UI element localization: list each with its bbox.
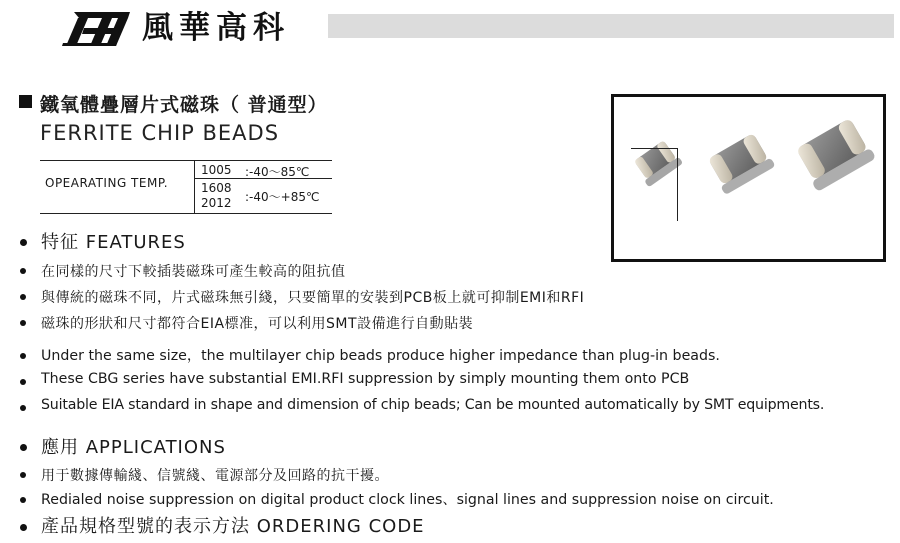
- table-divider: [194, 161, 195, 213]
- applications-heading: 應用 APPLICATIONS: [41, 437, 226, 458]
- bullet-dot: [20, 268, 26, 274]
- bullet-dot: [20, 379, 26, 385]
- bullet-dot: [20, 405, 26, 411]
- header-bar: [328, 14, 894, 38]
- application-en: Redialed noise suppression on digital product clock lines、signal lines and suppression noise on circuit.: [41, 492, 774, 508]
- square-marker: [19, 95, 32, 108]
- feature-cn-3: 磁珠的形狀和尺寸都符合EIA標准，可以利用SMT設備進行自動貼裝: [41, 316, 474, 332]
- bullet-dot: [20, 294, 26, 300]
- bullet-dot: [20, 353, 26, 359]
- application-cn: 用于數據傳輸綫、信號綫、電源部分及回路的抗干擾。: [41, 468, 389, 484]
- title-chinese: 鐵氧體疊層片式磁珠（ 普通型）: [40, 94, 328, 116]
- bullet-dot: [20, 524, 27, 531]
- chip-large: [793, 117, 876, 193]
- temp-range-1005: :-40～85℃: [245, 165, 310, 179]
- ordering-code-heading: 產品規格型號的表示方法 ORDERING CODE: [41, 516, 425, 537]
- title-english: FERRITE CHIP BEADS: [40, 121, 280, 145]
- temp-range-1608-2012: :-40～+85℃: [245, 190, 320, 204]
- feature-en-2: These CBG series have substantial EMI.RFI suppression by simply mounting them onto PCB: [41, 371, 690, 387]
- feature-cn-2: 與傳統的磁珠不同，片式磁珠無引綫，只要簡單的安裝到PCB板上就可抑制EMI和RFI: [41, 290, 585, 306]
- chip-medium: [705, 132, 775, 196]
- temp-label: OPEARATING TEMP.: [45, 176, 169, 190]
- temp-size-1005: 1005: [201, 163, 232, 177]
- bullet-dot: [20, 472, 26, 478]
- brand-logo: [62, 10, 132, 48]
- temp-size-1608: 1608: [201, 181, 232, 195]
- features-heading: 特征 FEATURES: [41, 232, 186, 253]
- bullet-dot: [20, 444, 27, 451]
- bullet-dot: [20, 497, 26, 503]
- bullet-dot: [20, 320, 26, 326]
- feature-cn-1: 在同樣的尺寸下較插裝磁珠可產生較高的阻抗值: [41, 264, 346, 280]
- operating-temp-table: [40, 160, 332, 214]
- feature-en-3: Suitable EIA standard in shape and dimension of chip beads; Can be mounted automatically by SMT equipments.: [41, 397, 825, 413]
- brand-name: 風華高科: [142, 10, 290, 46]
- feature-en-1: Under the same size，the multilayer chip beads produce higher impedance than plug-in beads.: [41, 348, 720, 364]
- temp-size-2012: 2012: [201, 196, 232, 210]
- size-bracket-line: [631, 148, 678, 221]
- bullet-dot: [20, 239, 27, 246]
